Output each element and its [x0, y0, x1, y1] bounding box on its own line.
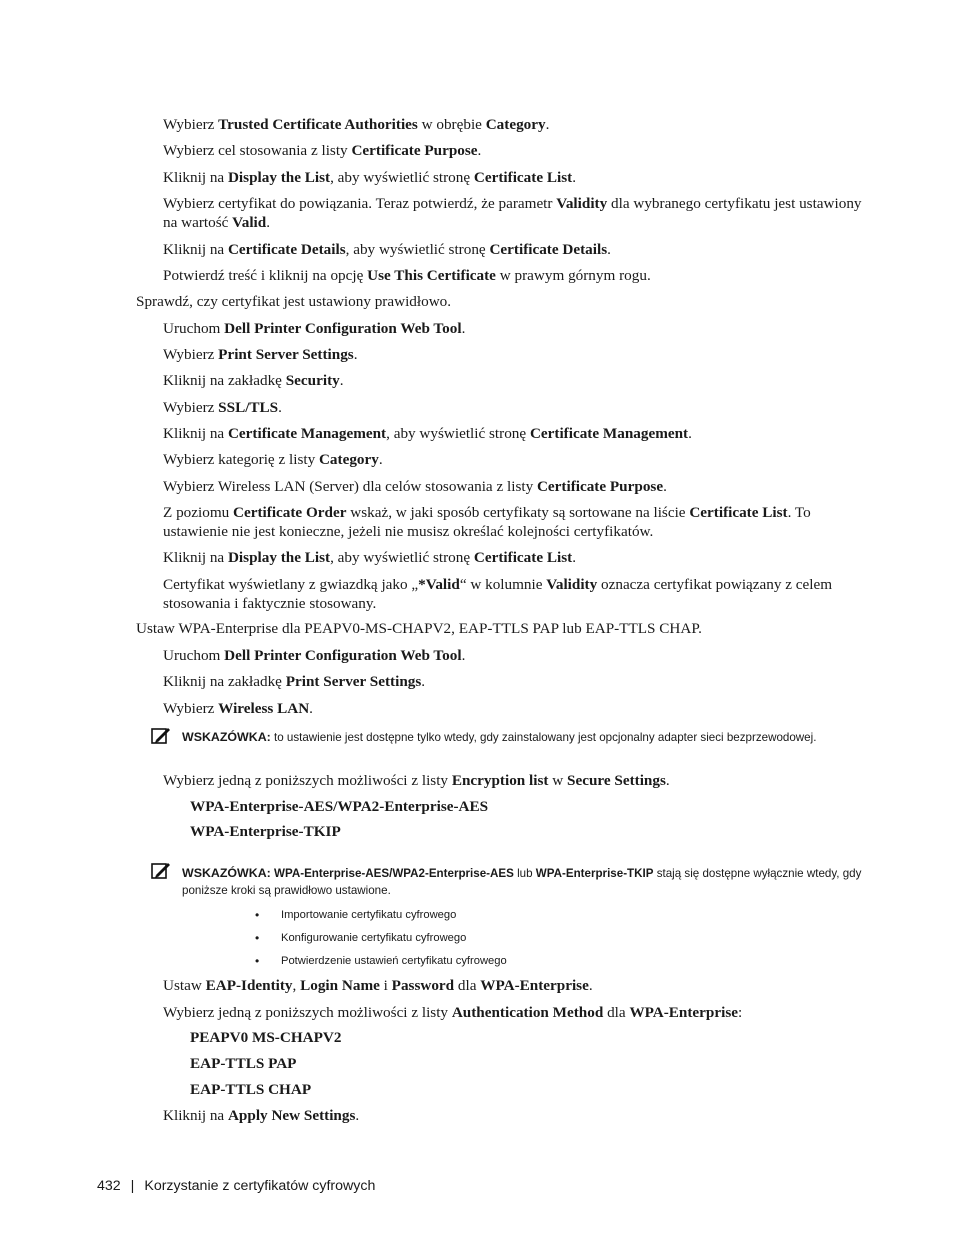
bold-term: Validity — [546, 576, 598, 593]
bold-term: *Valid — [418, 576, 460, 593]
step-line: Kliknij na Certificate Management, aby wyświetlić stronę Certificate Management. — [163, 425, 692, 442]
note-body: WPA-Enterprise-AES/WPA2-Enterprise-AES lub WPA-Enterprise-TKIP stają się dostępne wyłącznie wtedy, gdy poniższe kroki są prawidłowo ustawione. — [182, 867, 862, 897]
bullet-item — [255, 908, 457, 922]
option-item — [190, 1054, 296, 1073]
footer-separator: | — [130, 1178, 135, 1194]
step-line: Uruchom Dell Printer Configuration Web Tool. — [163, 647, 466, 664]
bullet-dot: • — [255, 931, 260, 945]
step-line: Wybierz Trusted Certificate Authorities w obrębie Category. — [163, 116, 550, 133]
bold-term: WPA-Enterprise-TKIP — [535, 867, 654, 880]
bold-term: Certificate List — [473, 169, 573, 186]
bold-term: WPA-Enterprise-AES/WPA2-Enterprise-AES — [274, 867, 514, 880]
bold-term: Category — [485, 116, 546, 133]
bold-term: Login Name — [300, 977, 380, 994]
bold-term: Use This Certificate — [367, 267, 496, 284]
bold-term: Certificate Management — [529, 425, 689, 442]
note-label: WSKAZÓWKA: — [182, 730, 271, 744]
bold-term: Wireless LAN — [218, 700, 310, 717]
step-line: Kliknij na Display the List, aby wyświetlić stronę Certificate List. — [163, 169, 576, 186]
bold-term: Certificate Purpose — [351, 142, 478, 159]
bold-term: WPA-Enterprise-AES/WPA2-Enterprise-AES — [190, 798, 489, 815]
bold-term: Dell Printer Configuration Web Tool — [224, 320, 462, 337]
step-line: Kliknij na Apply New Settings. — [163, 1107, 360, 1124]
bold-term: EAP-TTLS PAP — [190, 1055, 297, 1072]
bold-term: WPA-Enterprise — [480, 977, 589, 994]
step-line: Wybierz Wireless LAN (Server) dla celów stosowania z listy Certificate Purpose. — [163, 478, 667, 495]
bold-term: Certificate Details — [489, 241, 608, 258]
bold-term: Secure Settings — [567, 772, 666, 789]
note-text — [182, 865, 862, 899]
bold-term: WPA-Enterprise — [629, 1004, 738, 1021]
bold-term: Encryption list — [451, 772, 549, 789]
bold-term: Print Server Settings — [218, 346, 354, 363]
bold-term: Display the List — [227, 549, 331, 566]
bold-term: Certificate List — [689, 504, 788, 521]
step-line: Wybierz jedną z poniższych możliwości z listy Encryption list w Secure Settings. — [163, 772, 670, 789]
bold-term: Display the List — [227, 169, 331, 186]
bold-term: PEAPV0 MS-CHAPV2 — [190, 1029, 342, 1046]
page-footer — [97, 1176, 375, 1196]
bold-term: EAP-Identity — [205, 977, 293, 994]
step-line: Kliknij na Certificate Details, aby wyświetlić stronę Certificate Details. — [163, 241, 611, 258]
step-line: Kliknij na zakładkę Print Server Settings. — [163, 673, 426, 690]
step-line: Wybierz certyfikat do powiązania. Teraz potwierdź, że parametr Validity dla wybranego certyfikatu jest ustawiony na wartość Valid. — [163, 195, 862, 231]
bold-term: Certificate Purpose — [536, 478, 664, 495]
bullet-text: Potwierdzenie ustawień certyfikatu cyfrowego — [281, 955, 507, 967]
step-heading: Ustaw WPA-Enterprise dla PEAPV0-MS-CHAPV2, EAP-TTLS PAP lub EAP-TTLS CHAP. — [136, 620, 702, 637]
bold-term: Security — [285, 372, 340, 389]
step-line: Kliknij na Display the List, aby wyświetlić stronę Certificate List. — [163, 549, 576, 566]
step-line: Wybierz jedną z poniższych możliwości z listy Authentication Method dla WPA-Enterprise: — [163, 1004, 743, 1021]
step-line: Wybierz Print Server Settings. — [163, 346, 358, 363]
step-line: Wybierz kategorię z listy Category. — [163, 451, 383, 468]
step-line: Wybierz cel stosowania z listy Certificate Purpose. — [163, 142, 482, 159]
bold-term: Authentication Method — [451, 1004, 604, 1021]
bold-term: Validity — [556, 195, 608, 212]
bullet-dot: • — [255, 908, 260, 922]
option-item — [190, 822, 341, 841]
bold-term: EAP-TTLS CHAP — [190, 1081, 312, 1098]
option-item — [190, 1028, 341, 1047]
note-icon — [151, 861, 171, 879]
step-heading: Sprawdź, czy certyfikat jest ustawiony prawidłowo. — [136, 293, 452, 310]
note-body: to ustawienie jest dostępne tylko wtedy, gdy zainstalowany jest opcjonalny adapter sieci bezprzewodowej. — [270, 731, 817, 744]
step-line: Ustaw EAP-Identity, Login Name i Password dla WPA-Enterprise. — [163, 977, 593, 994]
step-line: Wybierz Wireless LAN. — [163, 700, 313, 717]
step-line: Certyfikat wyświetlany z gwiazdką jako „*Valid“ w kolumnie Validity oznacza certyfikat powiązany z celem stosowania i faktycznie stosowany. — [163, 576, 833, 612]
note-icon — [151, 726, 171, 744]
step-line: Uruchom Dell Printer Configuration Web Tool. — [163, 320, 466, 337]
bold-term: SSL/TLS — [218, 399, 279, 416]
bold-term: Print Server Settings — [285, 673, 422, 690]
bullet-text: Importowanie certyfikatu cyfrowego — [281, 909, 457, 921]
bold-term: Certificate Order — [233, 504, 347, 521]
bullet-item — [255, 931, 467, 945]
footer-section-title: Korzystanie z certyfikatów cyfrowych — [144, 1178, 376, 1194]
bold-term: Dell Printer Configuration Web Tool — [224, 647, 462, 664]
bold-term: WPA-Enterprise-TKIP — [190, 823, 341, 840]
bold-term: Category — [318, 451, 379, 468]
bold-term: Trusted Certificate Authorities — [218, 116, 418, 133]
bullet-text: Konfigurowanie certyfikatu cyfrowego — [281, 932, 467, 944]
bold-term: Certificate Details — [227, 241, 346, 258]
bold-term: Apply New Settings — [227, 1107, 356, 1124]
page-number: 432 — [97, 1178, 121, 1194]
step-line: Kliknij na zakładkę Security. — [163, 372, 344, 389]
note-text — [182, 729, 822, 746]
bold-term: Valid — [232, 214, 267, 231]
bold-term: Certificate Management — [227, 425, 387, 442]
bold-term: Password — [391, 977, 455, 994]
note-label: WSKAZÓWKA: — [182, 866, 271, 880]
bullet-dot: • — [255, 954, 260, 968]
bold-term: Certificate List — [473, 549, 573, 566]
bullet-item — [255, 954, 507, 968]
step-line: Potwierdź treść i kliknij na opcję Use This Certificate w prawym górnym rogu. — [163, 267, 651, 284]
option-item — [190, 797, 488, 816]
step-line: Wybierz SSL/TLS. — [163, 399, 282, 416]
step-line: Z poziomu Certificate Order wskaż, w jaki sposób certyfikaty są sortowane na liście Certificate List. To ustawienie nie jest konieczne, jeżeli nie musisz określać kolejności certyfikatów. — [163, 504, 811, 540]
option-item — [190, 1080, 311, 1099]
